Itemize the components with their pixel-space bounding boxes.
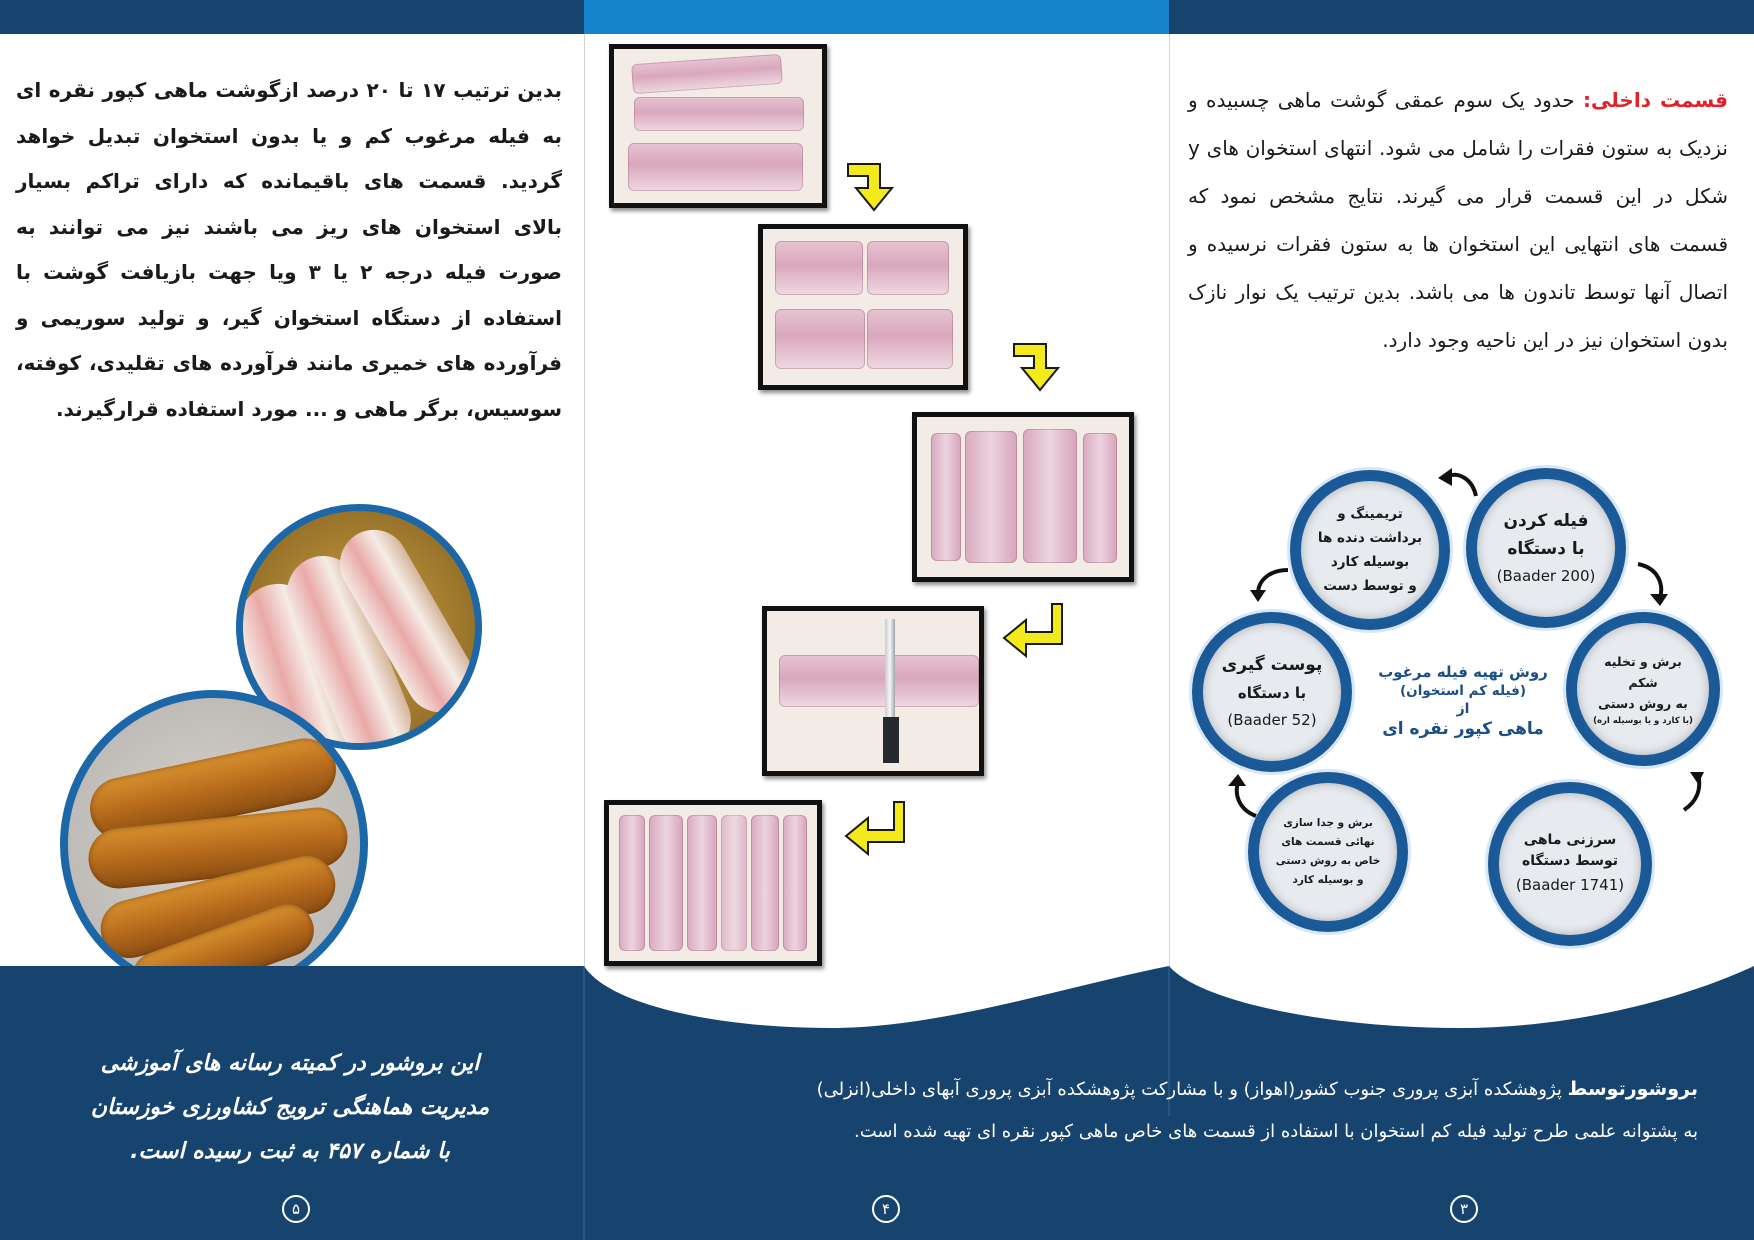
step-6-line-2: برداشت دنده ها [1317,530,1423,546]
process-step-1 [1466,468,1626,628]
process-title-line-4: ماهی کپور نقره ای [1382,719,1544,739]
page-number-3: ۳ [1450,1195,1478,1223]
cycle-arrow-icon [1248,564,1292,604]
step-arrow-icon [842,798,912,864]
process-step-3 [1488,782,1652,946]
footer-left-line-1: این بروشور در کمیته رسانه های آموزشی [100,1051,480,1076]
cycle-arrow-icon [1632,560,1668,606]
step-arrow-icon [1000,600,1070,666]
step-5-model: (Baader 52) [1227,711,1317,729]
fried-fish-photo [60,690,368,998]
top-bar-middle [584,0,1169,34]
page-number-5: ۵ [282,1195,310,1223]
top-bar-left [0,0,584,34]
step-4-title: برش و جدا سازی [1283,817,1373,829]
footer-registration-note [40,1042,540,1174]
step-arrow-icon [1010,334,1072,396]
process-title-line-2: (فیله کم استخوان) [1400,683,1526,699]
step-arrow-icon [844,154,906,216]
cycle-arrow-icon [1436,466,1480,500]
step-3-model: (Baader 1741) [1515,876,1625,894]
footer-credits-line-2: به پشتوانه علمی طرح تولید فیله کم استخوان با استفاده از قسمت های خاص ماهی کپور نقره ای تهیه شده است. [854,1121,1698,1142]
step-1-title: فیله کردن [1503,511,1589,531]
process-step-2 [1566,612,1720,766]
step-photo-4 [762,606,984,776]
footer-credits [628,1068,1698,1153]
step-photo-5 [604,800,822,966]
panel-5-paragraph: بدین ترتیب ۱۷ تا ۲۰ درصد ازگوشت ماهی کپور نقره ای به فیله مرغوب کم و یا بدون استخوان تبدیل خواهد گردید. قسمت های باقیمانده که دارای تراکم بسیار بالای استخوان های ریز می باشند نیز می توانند به صورت فیله درجه ۲ یا ۳ ویا جهت بازیافت گوشت با استفاده از دستگاه استخوان گیر، و تولید سوریمی و فرآورده های خمیری مانند فرآورده های تقلیدی، کوفته، سوسیس، برگر ماهی و ... مورد استفاده قرارگیرند. [16,78,563,421]
footer-left-line-2: مدیریت هماهنگی ترویج کشاورزی خوزستان [90,1095,490,1120]
step-3-line-2: توسط دستگاه [1522,853,1618,869]
step-5-title: پوست گیری [1221,655,1323,675]
step-4-line-2: نهائی قسمت های [1281,836,1375,848]
page-number-4: ۴ [872,1195,900,1223]
footer-left-line-3: با شماره ۴۵۷ به ثبت رسیده است. [130,1139,450,1164]
process-step-5 [1192,612,1352,772]
step-photo-2 [758,224,968,390]
step-1-subtitle: با دستگاه [1507,539,1585,559]
step-4-line-3: خاص به روش دستی [1275,855,1381,867]
footer-credits-line-1: پژوهشکده آبزی پروری جنوب کشور(اهواز) و با مشارکت پژوهشکده آبزی پروری آبهای داخلی(انزلی) [816,1079,1568,1100]
step-5-subtitle: با دستگاه [1237,684,1307,702]
process-title [1360,662,1566,740]
process-step-4 [1248,772,1408,932]
step-1-model: (Baader 200) [1496,567,1596,585]
process-step-6 [1290,470,1450,630]
panel-3-label: قسمت داخلی: [1583,88,1728,112]
step-2-line-3: به روش دستی [1598,695,1688,711]
step-6-title: تریمینگ و [1337,506,1403,522]
step-3-title: سرزنی ماهی [1523,832,1617,848]
step-4-line-4: و بوسیله کارد [1292,874,1364,886]
step-6-line-3: بوسیله کارد [1330,554,1410,570]
panel-3-paragraph [1188,76,1728,364]
panel-3-body: حدود یک سوم عمقی گوشت ماهی چسبیده و نزدیک به ستون فقرات را شامل می شود. انتهای استخوان های y شکل در این قسمت قرار می گیرند. نتایج مشخص نمود که قسمت های انتهایی این استخوان ها به ستون فقرات نرسیده و اتصال آنها توسط تاندون ها می باشد. بدین ترتیب یک نوار نازک بدون استخوان نیز در این ناحیه وجود دارد. [1188,88,1728,352]
cycle-arrow-icon [1668,770,1704,816]
step-photo-3 [912,412,1134,582]
step-2-line-2: شکم [1628,674,1658,690]
step-6-line-4: و توسط دست [1323,578,1417,594]
step-photo-1 [609,44,827,208]
top-bar-right [1169,0,1754,34]
process-title-line-3: از [1456,701,1470,717]
cycle-arrow-icon [1226,772,1266,820]
process-title-line-1: روش تهیه فیله مرغوب [1378,663,1548,681]
footer-credits-lead: بروشورتوسط [1567,1078,1698,1100]
step-2-note: (با کارد و یا بوسیله اره) [1593,715,1693,726]
step-2-title: برش و تخلیه [1604,653,1682,669]
